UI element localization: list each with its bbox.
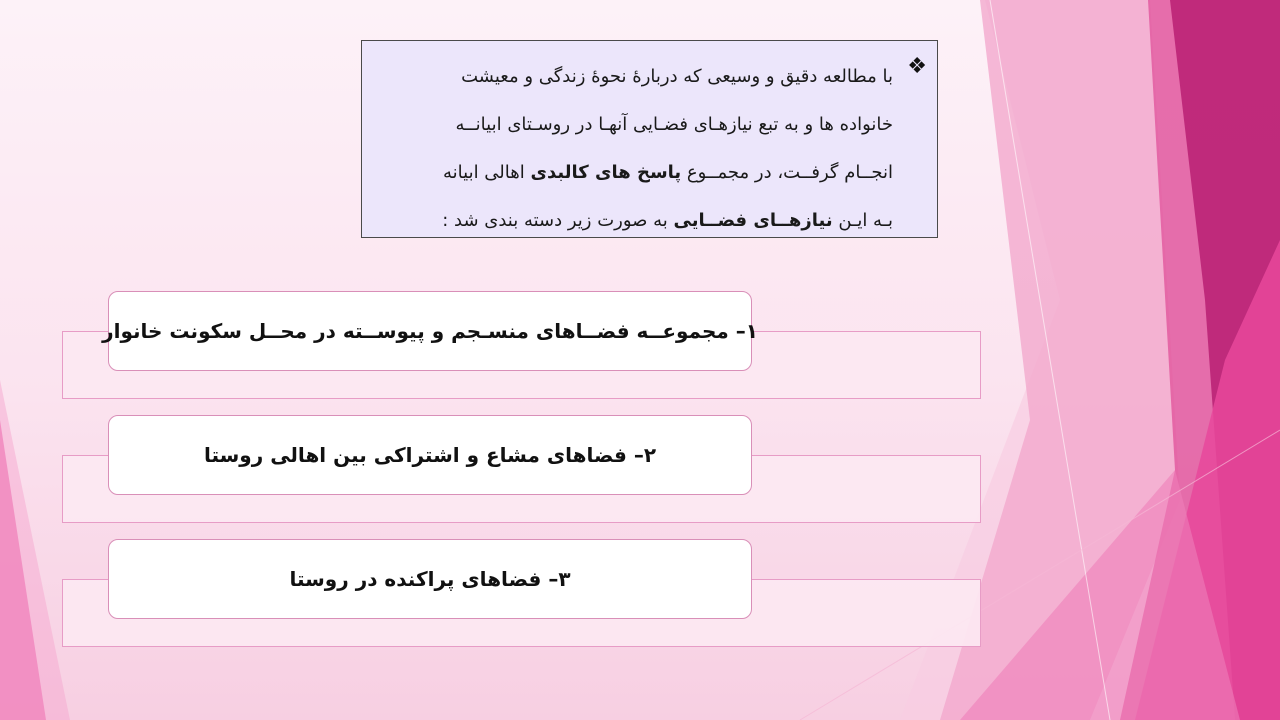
intro-highlight-physical-responses: پاسخ های کالبدی [530,162,682,183]
category-label-1: ۱– مجموعــه فضــاهای منسـجم و پیوســته در محــل سکونت خانوار [102,319,758,343]
intro-line-1: با مطالعه دقیق و وسیعی که دربارهٔ نحوهٔ زندگی و معیشت [461,66,893,87]
intro-line-3-start: انجــام گرفــت، در مجمــوع [681,162,893,183]
intro-line-4-start: بـه ایـن [832,210,893,231]
intro-line-2: خانواده ها و به تبع نیازهـای فضـایی آنهـا در روسـتای ابیانــه [455,114,893,135]
category-row-2 [62,415,982,525]
intro-text-box [361,40,938,238]
intro-line-4 [371,197,893,245]
category-row-1 [62,291,982,401]
intro-line-3-end: اهالی ابیانه [443,162,531,183]
category-card-1[interactable] [102,291,758,371]
category-card-3[interactable] [108,539,752,619]
category-card-2[interactable] [108,415,752,495]
left-edge-shape-light [0,380,70,720]
intro-highlight-spatial-needs: نیازهــای فضــایی [673,210,833,231]
intro-line-3 [371,149,893,197]
category-label-3: ۳– فضاهای پراکنده در روستا [289,567,571,591]
category-label-2: ۲– فضاهای مشاع و اشتراکی بین اهالی روستا [203,443,657,467]
category-row-3 [62,539,982,649]
intro-line-4-end: به صورت زیر دسته بندی شد : [442,210,674,231]
intro-paragraph [371,53,893,245]
four-diamond-bullet-icon: ❖ [907,54,927,79]
